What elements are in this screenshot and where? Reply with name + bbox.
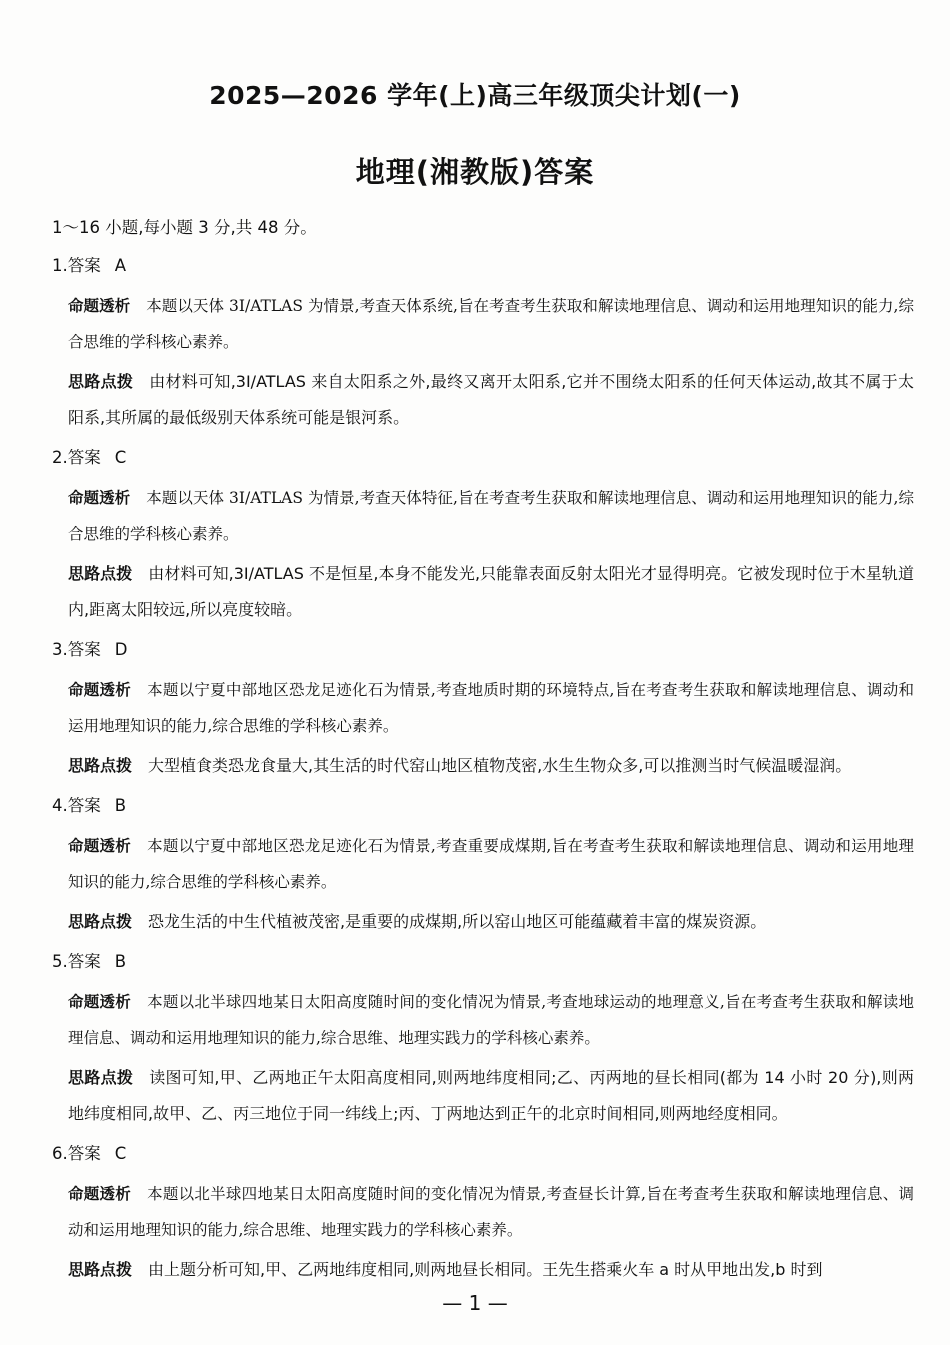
answer-label: 答案 [67, 1144, 101, 1163]
question-number: 6. [52, 1144, 68, 1163]
question-item [52, 444, 914, 628]
hint-paragraph [52, 1060, 914, 1132]
question-item [52, 948, 914, 1132]
answer-line [52, 636, 914, 664]
hint-label: 思路点拨 [68, 1068, 134, 1087]
answer-line [52, 948, 914, 976]
exam-title: 2025—2026 学年(上)高三年级顶尖计划(一) [209, 81, 741, 110]
answer-label: 答案 [67, 256, 101, 275]
hint-label: 思路点拨 [68, 912, 133, 931]
hint-label: 思路点拨 [68, 564, 133, 583]
analysis-paragraph [52, 480, 914, 552]
hint-label: 思路点拨 [68, 372, 134, 391]
answer-value: D [114, 640, 128, 659]
analysis-paragraph [52, 672, 914, 744]
question-number: 1. [52, 256, 68, 275]
answer-content [52, 214, 914, 1296]
question-number: 4. [52, 796, 68, 815]
question-item [52, 636, 914, 784]
answer-line [52, 252, 914, 280]
analysis-text: 本题以天体 3I/ATLAS 为情景,考查天体特征,旨在考查考生获取和解读地理信息、调动和运用地理知识的能力,综合思维的学科核心素养。 [68, 489, 914, 543]
answer-value: B [114, 796, 127, 815]
question-number: 2. [52, 448, 68, 467]
question-item [52, 252, 914, 436]
hint-paragraph [52, 748, 914, 784]
question-item [52, 1140, 914, 1288]
answer-value: B [114, 952, 127, 971]
hint-text: 读图可知,甲、乙两地正午太阳高度相同,则两地纬度相同;乙、丙两地的昼长相同(都为 14 小时 20 分),则两地纬度相同,故甲、乙、丙三地位于同一纬线上;丙、丁两地达到正午的北京时间相同,则两地经度相同。 [68, 1068, 914, 1123]
hint-paragraph [52, 556, 914, 628]
question-item [52, 792, 914, 940]
hint-paragraph [52, 364, 914, 436]
hint-text: 由上题分析可知,甲、乙两地纬度相同,则两地昼长相同。王先生搭乘火车 a 时从甲地出发,b 时到 [148, 1260, 823, 1279]
analysis-text: 本题以北半球四地某日太阳高度随时间的变化情况为情景,考查地球运动的地理意义,旨在考查考生获取和解读地理信息、调动和运用地理知识的能力,综合思维、地理实践力的学科核心素养。 [68, 993, 914, 1047]
analysis-text: 本题以天体 3I/ATLAS 为情景,考查天体系统,旨在考查考生获取和解读地理信息、调动和运用地理知识的能力,综合思维的学科核心素养。 [68, 297, 914, 351]
analysis-text: 本题以宁夏中部地区恐龙足迹化石为情景,考查地质时期的环境特点,旨在考查考生获取和解读地理信息、调动和运用地理知识的能力,综合思维的学科核心素养。 [68, 681, 914, 735]
question-number: 5. [52, 952, 68, 971]
intro-text: 1～16 小题,每小题 3 分,共 48 分。 [52, 218, 317, 237]
hint-text: 恐龙生活的中生代植被茂密,是重要的成煤期,所以窑山地区可能蕴藏着丰富的煤炭资源。 [148, 912, 767, 931]
answer-label: 答案 [67, 796, 101, 815]
analysis-paragraph [52, 984, 914, 1056]
answer-line [52, 444, 914, 472]
hint-paragraph [52, 1252, 914, 1288]
analysis-label: 命题透析 [68, 1185, 132, 1203]
analysis-paragraph [52, 1176, 914, 1248]
analysis-paragraph [52, 288, 914, 360]
analysis-label: 命题透析 [68, 837, 132, 855]
page-number: — 1 — [442, 1291, 508, 1315]
answer-value: C [114, 448, 127, 467]
answer-value: A [114, 256, 127, 275]
hint-text: 大型植食类恐龙食量大,其生活的时代窑山地区植物茂密,水生生物众多,可以推测当时气候温暖湿润。 [148, 756, 852, 775]
analysis-text: 本题以北半球四地某日太阳高度随时间的变化情况为情景,考查昼长计算,旨在考查考生获取和解读地理信息、调动和运用地理知识的能力,综合思维、地理实践力的学科核心素养。 [68, 1185, 914, 1239]
answer-label: 答案 [67, 640, 101, 659]
hint-paragraph [52, 904, 914, 940]
analysis-label: 命题透析 [68, 297, 131, 315]
question-number: 3. [52, 640, 68, 659]
analysis-paragraph [52, 828, 914, 900]
analysis-label: 命题透析 [68, 993, 132, 1011]
answer-line [52, 1140, 914, 1168]
document-subtitle: 地理(湘教版)答案 [355, 155, 595, 189]
hint-text: 由材料可知,3I/ATLAS 不是恒星,本身不能发光,只能靠表面反射太阳光才显得明亮。它被发现时位于木星轨道内,距离太阳较远,所以亮度较暗。 [68, 564, 914, 619]
hint-label: 思路点拨 [68, 756, 133, 775]
analysis-label: 命题透析 [68, 489, 131, 507]
answer-label: 答案 [67, 952, 101, 971]
question-list [52, 252, 914, 1288]
answer-value: C [114, 1144, 127, 1163]
answer-line [52, 792, 914, 820]
answer-label: 答案 [67, 448, 101, 467]
analysis-label: 命题透析 [68, 681, 132, 699]
hint-label: 思路点拨 [68, 1260, 133, 1279]
analysis-text: 本题以宁夏中部地区恐龙足迹化石为情景,考查重要成煤期,旨在考查考生获取和解读地理信息、调动和运用地理知识的能力,综合思维的学科核心素养。 [68, 837, 914, 891]
hint-text: 由材料可知,3I/ATLAS 来自太阳系之外,最终又离开太阳系,它并不围绕太阳系的任何天体运动,故其不属于太阳系,其所属的最低级别天体系统可能是银河系。 [68, 372, 914, 427]
